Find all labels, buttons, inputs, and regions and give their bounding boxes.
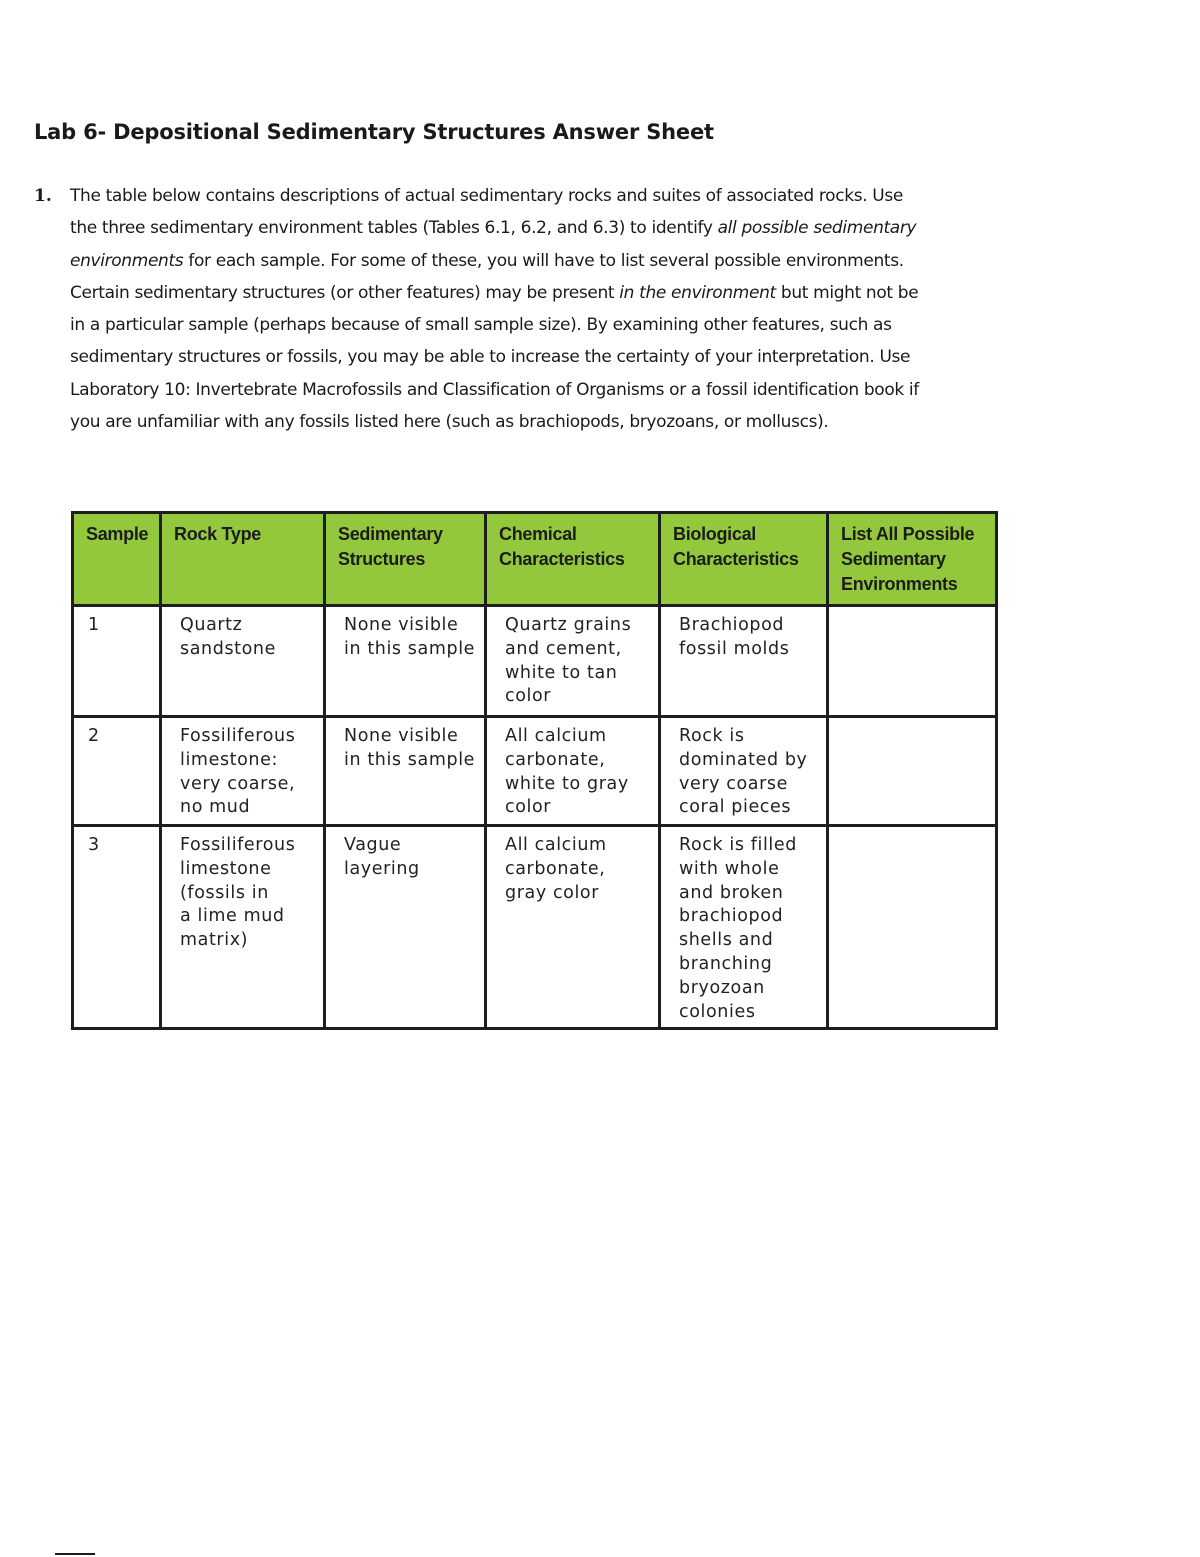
cell-text-line: fossil molds: [679, 638, 790, 659]
header-label-line: Sedimentary: [841, 549, 946, 569]
cell-text-line: 2: [88, 726, 100, 746]
cell-possible-environments[interactable]: [828, 606, 997, 717]
cell-text-line: Rock is filled: [679, 835, 797, 855]
samples-table: [71, 511, 998, 1030]
cell-text-line: shells and: [679, 930, 774, 951]
cell-text-line: no mud: [180, 797, 251, 818]
header-label-line: Environments: [841, 574, 958, 594]
header-label-line: Characteristics: [673, 549, 799, 569]
cell-text-line: Fossiliferous: [180, 835, 296, 855]
cell-text-line: white to gray: [505, 773, 629, 794]
cell-text-line: Quartz grains: [505, 615, 632, 635]
cell-text-line: None visible: [344, 726, 459, 746]
cell-text-line: All calcium: [505, 835, 607, 855]
cell-text-line: coral pieces: [679, 797, 792, 818]
cell-text-line: colonies: [679, 1001, 756, 1022]
cell-biological-characteristics: [660, 606, 828, 717]
text-run: sedimentary structures or fossils, you may be able to increase the certainty of your interpretation. Use: [70, 347, 911, 368]
table-row: [73, 826, 997, 1029]
header-possible-environments: [828, 513, 997, 606]
cell-text-line: Vague: [344, 835, 402, 855]
cell-sample: [73, 717, 161, 826]
emphasis-text: in the environment: [619, 282, 776, 303]
cell-sedimentary-structures: [325, 717, 486, 826]
header-label-line: Rock Type: [174, 524, 261, 544]
cell-rock-type: [161, 717, 325, 826]
cell-text-line: color: [505, 797, 552, 818]
page-title: Lab 6- Depositional Sedimentary Structures Answer Sheet: [34, 120, 714, 144]
emphasis-text: all possible sedimentary: [717, 218, 917, 239]
cell-text-line: and cement,: [505, 638, 622, 659]
cell-text-line: in this sample: [344, 638, 476, 659]
table-header-row: [73, 513, 997, 606]
cell-text-line: branching: [679, 953, 773, 974]
cell-biological-characteristics: [660, 717, 828, 826]
question-line: [34, 245, 984, 277]
text-run: but might not be: [775, 282, 919, 303]
cell-text-line: color: [505, 686, 552, 707]
cell-text-line: carbonate,: [505, 749, 606, 770]
header-label-line: List All Possible: [841, 524, 975, 544]
cell-text-line: 1: [88, 615, 100, 635]
cell-rock-type: [161, 826, 325, 1029]
cell-text-line: gray color: [505, 882, 600, 903]
header-sedimentary-structures: [325, 513, 486, 606]
text-run: The table below contains descriptions of actual sedimentary rocks and suites of associated rocks. Use: [70, 186, 904, 206]
cell-chemical-characteristics: [486, 826, 660, 1029]
cell-text-line: bryozoan: [679, 977, 765, 998]
question-text: [34, 180, 984, 438]
cell-text-line: in this sample: [344, 749, 476, 770]
cell-text-line: a lime mud: [180, 906, 285, 927]
cell-text-line: None visible: [344, 615, 459, 635]
cell-text-line: dominated by: [679, 749, 808, 770]
header-biological-characteristics: [660, 513, 828, 606]
cell-possible-environments[interactable]: [828, 826, 997, 1029]
question-line: [34, 277, 984, 309]
cell-sedimentary-structures: [325, 826, 486, 1029]
cell-text-line: sandstone: [180, 638, 276, 659]
cell-text-line: limestone:: [180, 749, 278, 770]
cell-sedimentary-structures: [325, 606, 486, 717]
cell-text-line: with whole: [679, 858, 780, 879]
text-run: in a particular sample (perhaps because of small sample size). By examining other features, such as: [70, 315, 892, 336]
question-line: [34, 406, 984, 438]
question-number: 1.: [34, 186, 52, 206]
cell-text-line: 3: [88, 835, 100, 855]
cell-text-line: Quartz: [180, 615, 243, 635]
cell-text-line: very coarse: [679, 773, 788, 794]
text-run: for each sample. For some of these, you will have to list several possible environments.: [183, 250, 904, 271]
question-1: [34, 180, 984, 438]
cell-text-line: All calcium: [505, 726, 607, 746]
cell-sample: [73, 826, 161, 1029]
cell-text-line: white to tan: [505, 662, 618, 683]
question-line: [34, 180, 984, 212]
cell-text-line: (fossils in: [180, 882, 269, 903]
header-label-line: Chemical: [499, 524, 577, 544]
cell-sample: [73, 606, 161, 717]
header-label-line: Sedimentary: [338, 524, 443, 544]
table-body: [73, 606, 997, 1029]
text-run: Laboratory 10: Invertebrate Macrofossils and Classification of Organisms or a fossil identification book if: [70, 379, 919, 400]
cell-text-line: very coarse,: [180, 773, 296, 794]
header-label-line: Characteristics: [499, 549, 625, 569]
text-run: the three sedimentary environment tables (Tables 6.1, 6.2, and 6.3) to identify: [70, 218, 718, 239]
cell-text-line: matrix): [180, 930, 249, 951]
cell-text-line: Rock is: [679, 726, 745, 746]
header-label-line: Sample: [86, 524, 149, 544]
cell-text-line: layering: [344, 858, 420, 879]
question-line: [34, 309, 984, 341]
header-sample: [73, 513, 161, 606]
cell-rock-type: [161, 606, 325, 717]
cell-possible-environments[interactable]: [828, 717, 997, 826]
cell-text-line: brachiopod: [679, 906, 784, 927]
question-line: [34, 374, 984, 406]
table-row: [73, 606, 997, 717]
question-line: [34, 341, 984, 373]
question-line: [34, 212, 984, 244]
header-label-line: Biological: [673, 524, 757, 544]
emphasis-text: environments: [70, 250, 184, 271]
cell-text-line: limestone: [180, 858, 272, 879]
footer-rule: [55, 1553, 95, 1555]
cell-chemical-characteristics: [486, 606, 660, 717]
header-rock-type: [161, 513, 325, 606]
text-run: Certain sedimentary structures (or other features) may be present: [70, 282, 620, 303]
cell-text-line: Fossiliferous: [180, 726, 296, 746]
cell-text-line: carbonate,: [505, 858, 606, 879]
text-run: you are unfamiliar with any fossils listed here (such as brachiopods, bryozoans, or molluscs).: [70, 412, 829, 433]
cell-chemical-characteristics: [486, 717, 660, 826]
cell-text-line: Brachiopod: [679, 615, 785, 635]
table-row: [73, 717, 997, 826]
header-chemical-characteristics: [486, 513, 660, 606]
cell-text-line: and broken: [679, 882, 784, 903]
cell-biological-characteristics: [660, 826, 828, 1029]
header-label-line: Structures: [338, 549, 426, 569]
